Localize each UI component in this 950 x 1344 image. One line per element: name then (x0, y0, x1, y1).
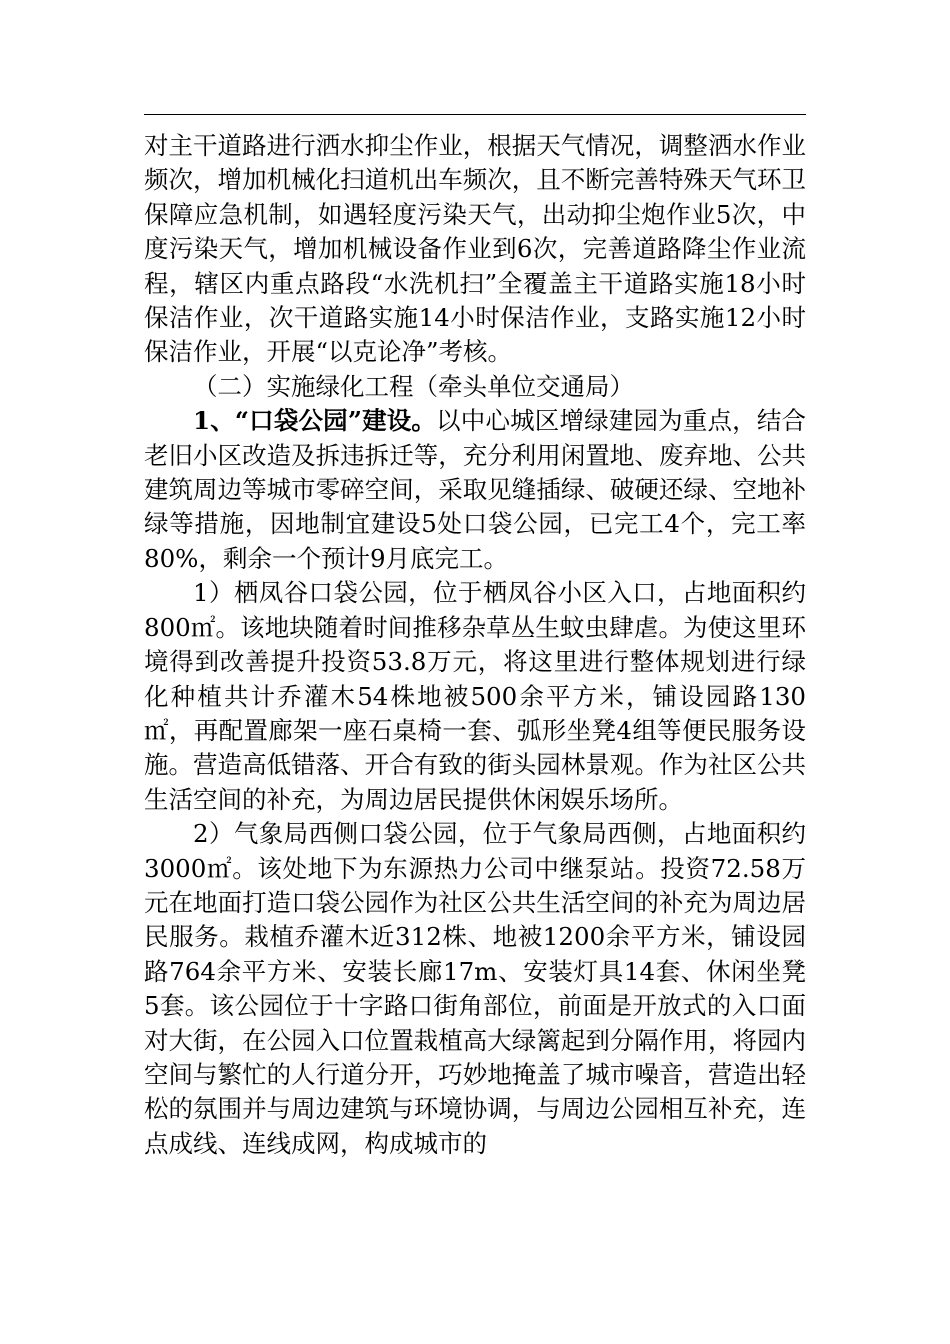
paragraph-qifenggu-park: 1）栖凤谷口袋公园，位于栖凤谷小区入口，占地面积约800㎡。该地块随着时间推移杂草丛生蚊虫肆虐。为使这里环境得到改善提升投资53.8万元，将这里进行整体规划进行绿化种植共计乔灌木54株地被500余平方米，铺设园路130㎡，再配置廊架一座石桌椅一套、弧形坐凳4组等便民服务设施。营造高低错落、开合有致的街头园林景观。作为社区公共生活空间的补充，为周边居民提供休闲娱乐场所。 (144, 578, 806, 814)
paragraph-weather-bureau-park: 2）气象局西侧口袋公园，位于气象局西侧，占地面积约3000㎡。该处地下为东源热力公司中继泵站。投资72.58万元在地面打造口袋公园作为社区公共生活空间的补充为周边居民服务。栽植乔灌木近312株、地被1200余平方米，铺设园路764余平方米、安装长廊17m、安装灯具14套、休闲坐凳5套。该公园位于十字路口街角部位，前面是开放式的入口面对大街，在公园入口位置栽植高大绿篱起到分隔作用，将园内空间与繁忙的人行道分开，巧妙地掩盖了城市噪音，营造出轻松的氛围并与周边建筑与环境协调，与周边公园相互补充，连点成线、连线成网，构成城市的 (144, 819, 806, 1158)
document-body (144, 129, 806, 1161)
paragraph-pocket-park-text: 以中心城区增绿建园为重点，结合老旧小区改造及拆违拆迁等，充分利用闲置地、废弃地、公共建筑周边等城市零碎空间，采取见缝插绿、破硬还绿、空地补绿等措施，因地制宜建设5处口袋公园，已完工4个，完工率80%，剩余一个预计9月底完工。 (144, 406, 806, 573)
subsection-title: 1、“口袋公园”建设。 (193, 406, 437, 436)
paragraph-pocket-park (144, 404, 806, 576)
paragraph-continuation: 对主干道路进行洒水抑尘作业，根据天气情况，调整洒水作业频次，增加机械化扫道机出车频次，且不断完善特殊天气环卫保障应急机制，如遇轻度污染天气，出动抑尘炮作业5次，中度污染天气，增加机械设备作业到6次，完善道路降尘作业流程，辖区内重点路段“水洗机扫”全覆盖主干道路实施18小时保洁作业，次干道路实施14小时保洁作业，支路实施12小时保洁作业，开展“以克论净”考核。 (144, 131, 806, 367)
header-rule (144, 114, 806, 115)
section-heading: （二）实施绿化工程（牵头单位交通局） (193, 371, 634, 401)
